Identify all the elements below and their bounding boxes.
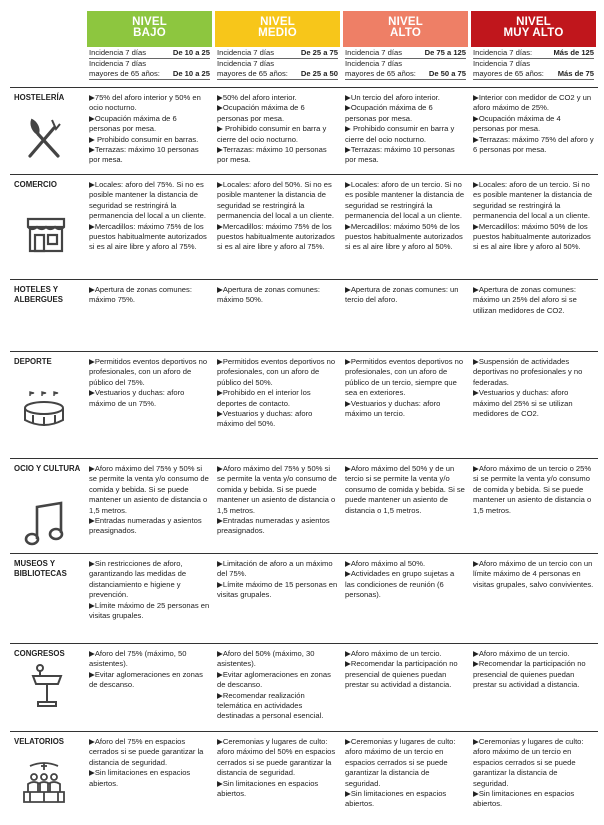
incidence-line [217, 69, 338, 80]
rule-item: ▶Aforo del 75% (máximo, 50 asistentes). [89, 649, 187, 669]
incidence-label: Incidencia 7 días [473, 59, 530, 68]
rule-cell [215, 732, 340, 824]
rule-item: ▶Terrazas: máximo 75% del aforo y 6 personas por mesa. [473, 134, 594, 155]
rule-cell [87, 459, 212, 553]
rule-cell [215, 88, 340, 174]
incidence-line [89, 48, 210, 59]
rule-item: ▶Entradas numeradas y asientos preasignados. [89, 516, 202, 536]
incidence-label: Incidencia 7 días [89, 59, 146, 68]
rule-item: ▶ Prohibido consumir en barra y cierre del ocio nocturno. [345, 124, 455, 144]
rule-cell [87, 175, 212, 279]
incidence-cell [215, 47, 340, 87]
rule-cell [471, 732, 596, 824]
section-title: CONGRESOS [14, 649, 65, 658]
rule-cell [87, 280, 212, 351]
section-row [10, 553, 598, 643]
incidence-line [217, 59, 338, 69]
rule-cell [87, 554, 212, 643]
section-title: OCIO Y CULTURA [14, 464, 81, 473]
rule-item: ▶Vestuarios y duchas: aforo máximo del 25% si se utilizan medidores de CO2. [473, 388, 573, 419]
restrictions-table [10, 11, 598, 824]
rule-item: ▶ Prohibido consumir en barras. [89, 134, 199, 144]
rule-item: ▶Sin limitaciones en espacios abiertos. [89, 768, 191, 788]
incidence-line [345, 69, 466, 80]
rule-item: ▶Mercadillos: máximo 75% de los puestos habitualmente autorizados si es al aire libre y aforo al 75%. [89, 221, 207, 252]
rule-item: ▶Aforo máximo de un tercio o 25% si se permite la venta y/o consumo de comida y bebida. Si se puede mantener un asiento de distancia o 1,5 metros. [473, 464, 592, 515]
section-label [10, 459, 87, 553]
section-label [10, 352, 87, 458]
incidence-line [89, 69, 210, 80]
rule-cell [87, 352, 212, 458]
level-header-medio [215, 11, 340, 47]
rule-item: ▶Limitación de aforo a un máximo del 75%. [217, 559, 333, 579]
incidence-value: De 10 a 25 [172, 69, 210, 78]
incidence-value: De 50 a 75 [428, 69, 466, 78]
incidence-cell [343, 47, 468, 87]
incidence-label: Incidencia 7 días: [473, 48, 533, 57]
rule-cell [343, 88, 468, 174]
incidence-value: Más de 125 [553, 48, 594, 57]
rule-cell [343, 175, 468, 279]
rule-item: ▶Apertura de zonas comunes: máximo 50%. [217, 285, 320, 305]
level-name-line1: NIVEL [260, 16, 295, 28]
incidence-line [89, 59, 210, 69]
section-label [10, 732, 87, 824]
section-title: HOTELES Y ALBERGUES [14, 285, 63, 304]
incidence-value: De 25 a 50 [300, 69, 338, 78]
level-header-alto [343, 11, 468, 47]
incidence-value: De 25 a 75 [300, 48, 338, 57]
rule-cell [343, 732, 468, 824]
rule-item: ▶Apertura de zonas comunes: máximo 75%. [89, 285, 192, 305]
rule-item: ▶Terrazas: máximo 10 personas por mesa. [345, 145, 455, 165]
section-title: DEPORTE [14, 357, 52, 366]
incidence-label: Incidencia 7 días [89, 48, 146, 57]
level-name-line2: MEDIO [258, 27, 297, 39]
rule-item: ▶Permitidos eventos deportivos no profesionales, con un aforo de público del 75%. [89, 357, 208, 387]
rule-item: ▶50% del aforo interior. [217, 93, 297, 102]
rule-item: ▶Evitar aglomeraciones en zonas de descanso. [89, 669, 203, 690]
rule-item: ▶Mercadillos: máximo 75% de los puestos habitualmente autorizados si es al aire libre y aforo al 75%. [217, 221, 335, 252]
rule-item: ▶Actividades en grupo sujetas a las condiciones de reunión (6 personas). [345, 569, 455, 600]
incidence-label: Incidencia 7 días [345, 48, 402, 57]
incidence-label: mayores de 65 años: [89, 69, 160, 78]
section-row [10, 279, 598, 351]
level-name-line2: BAJO [133, 27, 166, 39]
level-header-muy-alto [471, 11, 596, 47]
rule-cell [215, 175, 340, 279]
incidence-label: Incidencia 7 días [217, 59, 274, 68]
rule-item: ▶Sin restricciones de aforo, garantizando las medidas de distanciamiento e higiene y prevención. [89, 559, 187, 600]
rule-cell [215, 554, 340, 643]
incidence-line [345, 59, 466, 69]
rule-cell [343, 352, 468, 458]
rule-cell [471, 280, 596, 351]
rule-item: ▶Aforo máximo de un tercio. [345, 649, 442, 658]
rule-item: ▶Un tercio del aforo interior. [345, 93, 440, 102]
rule-item: ▶Sin limitaciones en espacios abiertos. [217, 778, 319, 799]
section-label [10, 554, 87, 643]
rule-item: ▶Sin limitaciones en espacios abiertos. [473, 789, 575, 809]
rule-item: ▶Suspensión de actividades deportivas no profesionales y no federadas. [473, 357, 583, 387]
rule-cell [343, 280, 468, 351]
level-header-bajo [87, 11, 212, 47]
rule-item: ▶Locales: aforo de un tercio. Si no es posible mantener la distancia de seguridad se restringirá la permanencia del local a un cliente. [473, 180, 593, 221]
rule-item: ▶Vestuarios y duchas: aforo máximo del 50%. [217, 409, 313, 429]
incidence-cell [471, 47, 596, 87]
rule-cell [215, 644, 340, 731]
rule-item: ▶Recomendar la participación no presencial de quienes puedan prestar su actividad a distancia. [473, 659, 586, 690]
rule-cell [87, 88, 212, 174]
rule-item: ▶Vestuarios y duchas: aforo máximo un tercio. [345, 398, 441, 419]
incidence-line [473, 59, 594, 69]
rule-cell [471, 459, 596, 553]
rule-item: ▶ Prohibido consumir en barra y cierre del ocio nocturno. [217, 124, 327, 144]
rule-item: ▶Vestuarios y duchas: aforo máximo de un 75%. [89, 388, 185, 408]
level-name-line2: ALTO [389, 27, 422, 39]
rule-item: ▶Interior con medidor de CO2 y un aforo máximo de 25%. [473, 93, 592, 113]
rule-item: ▶Recomendar realización telemática en actividades destinadas a personal esencial. [217, 690, 324, 721]
rule-item: ▶Terrazas: máximo 10 personas por mesa. [217, 145, 327, 165]
rule-cell [471, 644, 596, 731]
rule-item: ▶Ocupación máxima de 6 personas por mesa. [217, 103, 305, 123]
section-row [10, 458, 598, 553]
rule-item: ▶Aforo máximo al 50%. [345, 559, 426, 568]
rule-item: ▶Ceremonias y lugares de culto: aforo máximo del 50% en espacios cerrados si se puede garantizar la distancia de seguridad. [217, 737, 336, 778]
incidence-label: mayores de 65 años: [217, 69, 288, 78]
incidence-line [345, 48, 466, 59]
section-title: VELATORIOS [14, 737, 64, 746]
rule-item: ▶Apertura de zonas comunes: un tercio del aforo. [345, 285, 459, 305]
incidence-line [217, 48, 338, 59]
rule-item: ▶Ceremonias y lugares de culto: aforo máximo de un tercio en espacios cerrados si se puede garantizar la distancia de seguridad. [473, 737, 584, 788]
incidence-line [473, 69, 594, 80]
rule-cell [215, 280, 340, 351]
section-row [10, 87, 598, 174]
rule-item: ▶Evitar aglomeraciones en zonas de descanso. [217, 669, 331, 690]
section-label [10, 88, 87, 174]
level-name-line1: NIVEL [516, 16, 551, 28]
level-name-line1: NIVEL [132, 16, 167, 28]
level-name-line1: NIVEL [388, 16, 423, 28]
incidence-label: Incidencia 7 días [217, 48, 274, 57]
section-label [10, 175, 87, 279]
rule-item: ▶75% del aforo interior y 50% en ocio nocturno. [89, 93, 201, 113]
rule-item: ▶Ocupación máxima de 4 personas por mesa. [473, 113, 561, 134]
rule-cell [471, 175, 596, 279]
incidence-label: mayores de 65 años: [473, 69, 544, 78]
rule-cell [343, 554, 468, 643]
rule-item: ▶Locales: aforo de un tercio. Si no es posible mantener la distancia de seguridad se restringirá la permanencia del local a un cliente. [345, 180, 465, 221]
rule-item: ▶Terrazas: máximo 10 personas por mesa. [89, 145, 199, 165]
rule-cell [343, 644, 468, 731]
rule-item: ▶Ceremonias y lugares de culto: aforo máximo de un tercio en espacios cerrados si se puede garantizar la distancia de seguridad. [345, 737, 456, 788]
rule-item: ▶Sin limitaciones en espacios abiertos. [345, 789, 447, 809]
section-row [10, 643, 598, 731]
rule-item: ▶Apertura de zonas comunes: máximo un 25% del aforo si se utilizan medidores de CO2. [473, 285, 577, 315]
rule-item: ▶Aforo del 75% en espacios cerrados si se puede garantizar la distancia de seguridad. [89, 737, 204, 767]
rule-cell [87, 732, 212, 824]
rule-item: ▶Recomendar la participación no presencial de quienes puedan prestar su actividad a distancia. [345, 659, 458, 690]
rule-item: ▶Ocupación máxima de 6 personas por mesa. [89, 113, 177, 134]
section-title: COMERCIO [14, 180, 57, 189]
incidence-row [10, 47, 598, 87]
rule-cell [215, 459, 340, 553]
rule-cell [215, 352, 340, 458]
section-row [10, 351, 598, 458]
level-header-row [10, 11, 598, 47]
rule-cell [343, 459, 468, 553]
rule-item: ▶Ocupación máxima de 6 personas por mesa. [345, 103, 433, 123]
section-label [10, 644, 87, 731]
rule-item: ▶Mercadillos: máximo 50% de los puestos habitualmente autorizados si es al aire libre y aforo al 50%. [345, 221, 463, 252]
section-title: HOSTELERÍA [14, 93, 65, 102]
incidence-value: Más de 75 [557, 69, 594, 78]
level-name-line2: MUY ALTO [503, 27, 564, 39]
rule-item: ▶Aforo máximo de un tercio. [473, 649, 570, 658]
rule-cell [471, 554, 596, 643]
incidence-cell [87, 47, 212, 87]
rule-item: ▶Aforo máximo de un tercio con un límite máximo de 4 personas en visitas grupales, salvo convivientes. [473, 559, 594, 589]
rule-item: ▶Aforo máximo del 75% y 50% si se permite la venta y/o consumo de comida y bebida. Si se puede mantener un asiento de distancia o 1,5 metros. [89, 464, 209, 515]
rule-item: ▶Mercadillos: máximo 50% de los puestos habitualmente autorizados si es al aire libre y aforo al 50%. [473, 221, 591, 252]
rule-item: ▶Aforo máximo del 50% y de un tercio si se permite la venta y/o consumo de comida y bebida. Si se puede mantener un asiento de distancia o 1,5 metros. [345, 464, 465, 515]
rule-cell [471, 352, 596, 458]
incidence-label: Incidencia 7 días [345, 59, 402, 68]
section-row [10, 731, 598, 824]
rule-cell [471, 88, 596, 174]
incidence-label: mayores de 65 años: [345, 69, 416, 78]
rule-item: ▶Aforo del 50% (máximo, 30 asistentes). [217, 649, 315, 669]
incidence-value: De 10 a 25 [172, 48, 210, 57]
section-row [10, 174, 598, 279]
rule-item: ▶Límite máximo de 15 personas en visitas grupales. [217, 579, 338, 600]
rule-item: ▶Límite máximo de 25 personas en visitas grupales. [89, 600, 210, 621]
rule-item: ▶Permitidos eventos deportivos no profesionales, con un aforo de público de un tercio, siempre que sea en exteriores. [345, 357, 464, 398]
rule-item: ▶Permitidos eventos deportivos no profesionales, con un aforo de público del 50%. [217, 357, 336, 387]
incidence-line [473, 48, 594, 59]
rule-item: ▶Aforo máximo del 75% y 50% si se permite la venta y/o consumo de comida y bebida. Si se puede mantener un asiento de distancia o 1,5 metros. [217, 464, 337, 515]
section-title: MUSEOS Y BIBLIOTECAS [14, 559, 67, 578]
section-label [10, 280, 87, 351]
rule-cell [87, 644, 212, 731]
rule-item: ▶Entradas numeradas y asientos preasignados. [217, 516, 330, 536]
incidence-value: De 75 a 125 [424, 48, 466, 57]
rule-item: ▶Locales: aforo del 75%. Si no es posible mantener la distancia de seguridad se restringirá la permanencia del local a un cliente. [89, 180, 206, 221]
rule-item: ▶Locales: aforo del 50%. Si no es posible mantener la distancia de seguridad se restringirá la permanencia del local a un cliente. [217, 180, 334, 221]
rule-item: ▶Prohibido en el interior los deportes de contacto. [217, 388, 311, 408]
